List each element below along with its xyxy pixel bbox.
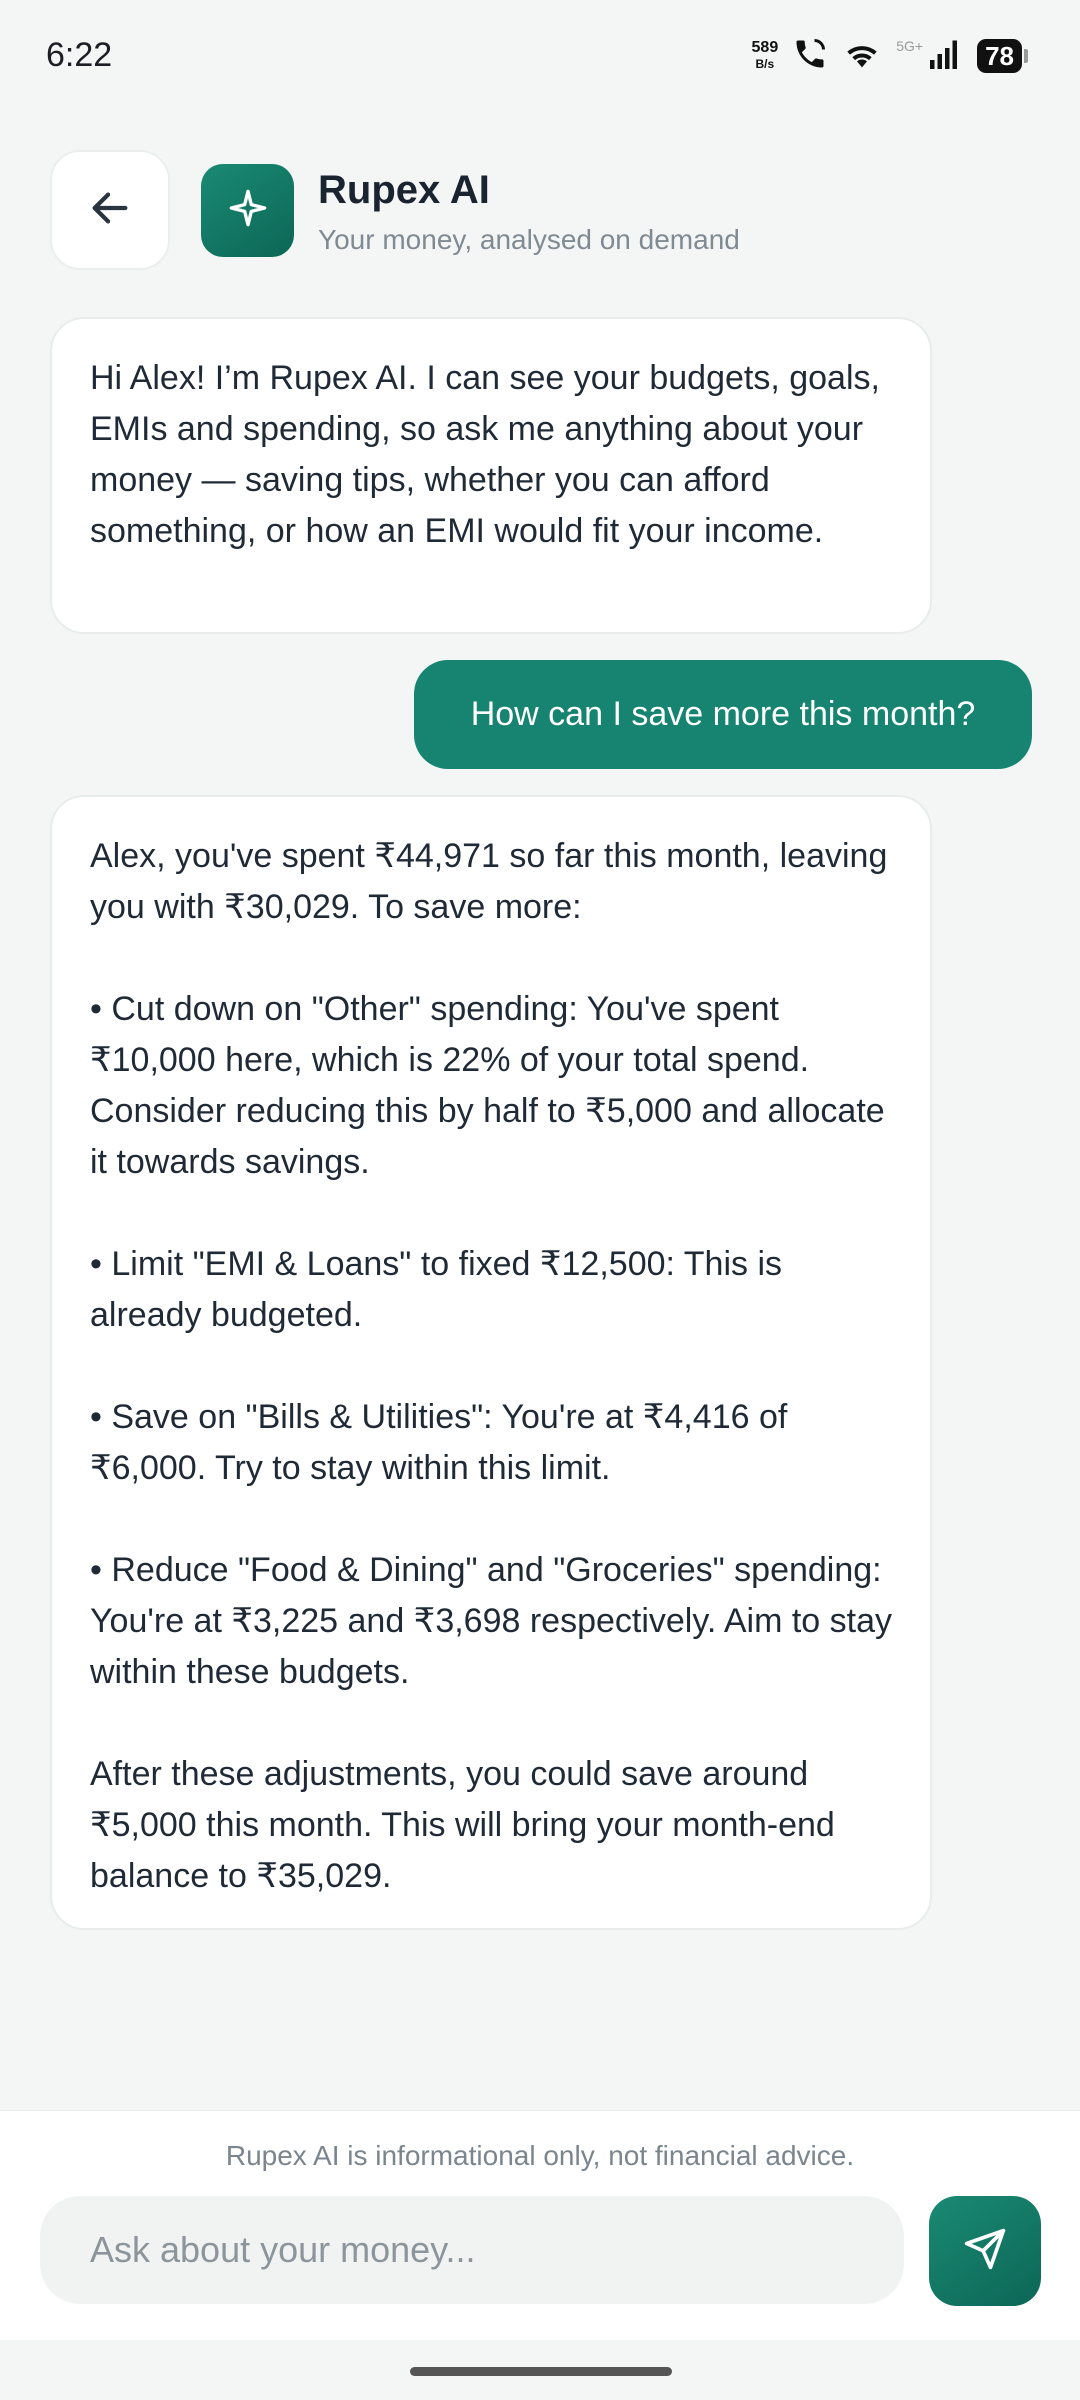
message-input-container[interactable] — [40, 2196, 904, 2304]
network-speed-value: 589 — [751, 39, 779, 56]
message-input[interactable] — [88, 2228, 856, 2272]
bot-message: Hi Alex! I’m Rupex AI. I can see your budgets, goals, EMIs and spending, so ask me anything about your money — saving tips, whether you can afford something, or how an EMI would fit your income. — [50, 317, 932, 634]
wifi-calling-icon — [792, 36, 828, 77]
user-message: How can I save more this month? — [414, 660, 1032, 769]
send-button[interactable] — [929, 2196, 1041, 2306]
status-time: 6:22 — [46, 36, 113, 74]
network-speed — [752, 40, 779, 72]
network-speed-unit: B/s — [755, 57, 775, 71]
home-indicator[interactable] — [410, 2367, 672, 2376]
page-title: Rupex AI — [318, 168, 490, 212]
status-icons — [752, 34, 1028, 78]
app-logo — [201, 164, 294, 257]
status-bar — [0, 0, 1080, 112]
send-icon — [963, 2227, 1007, 2276]
network-type: 5G+ — [896, 38, 924, 54]
sparkle-icon — [228, 188, 268, 233]
battery-level: 78 — [977, 39, 1022, 73]
battery-icon — [977, 39, 1028, 73]
battery-tip — [1024, 49, 1028, 63]
bot-message: Alex, you've spent ₹44,971 so far this month, leaving you with ₹30,029. To save more: • Cut down on "Other" spending: You've spent ₹10,000 here, which is 22% of your total spend. Consider reducing this by half to ₹5,000 and allocate it towards savings. • Limit "EMI & Loans" to fixed ₹12,500: This is already budgeted. • Save on "Bills & Utilities": You're at ₹4,416 of ₹6,000. Try to stay within this limit. • Reduce "Food & Dining" and "Groceries" spending: You're at ₹3,225 and ₹3,698 respectively. Aim to stay within these budgets. After these adjustments, you could save around ₹5,000 this month. This will bring your month-end balance to ₹35,029. — [50, 795, 932, 1930]
signal-icon — [927, 36, 963, 77]
arrow-left-icon — [87, 185, 133, 236]
back-button[interactable] — [50, 150, 170, 270]
wifi-icon — [842, 36, 882, 77]
disclaimer-text: Rupex AI is informational only, not financial advice. — [225, 2140, 855, 2171]
page-subtitle: Your money, analysed on demand — [318, 224, 740, 255]
